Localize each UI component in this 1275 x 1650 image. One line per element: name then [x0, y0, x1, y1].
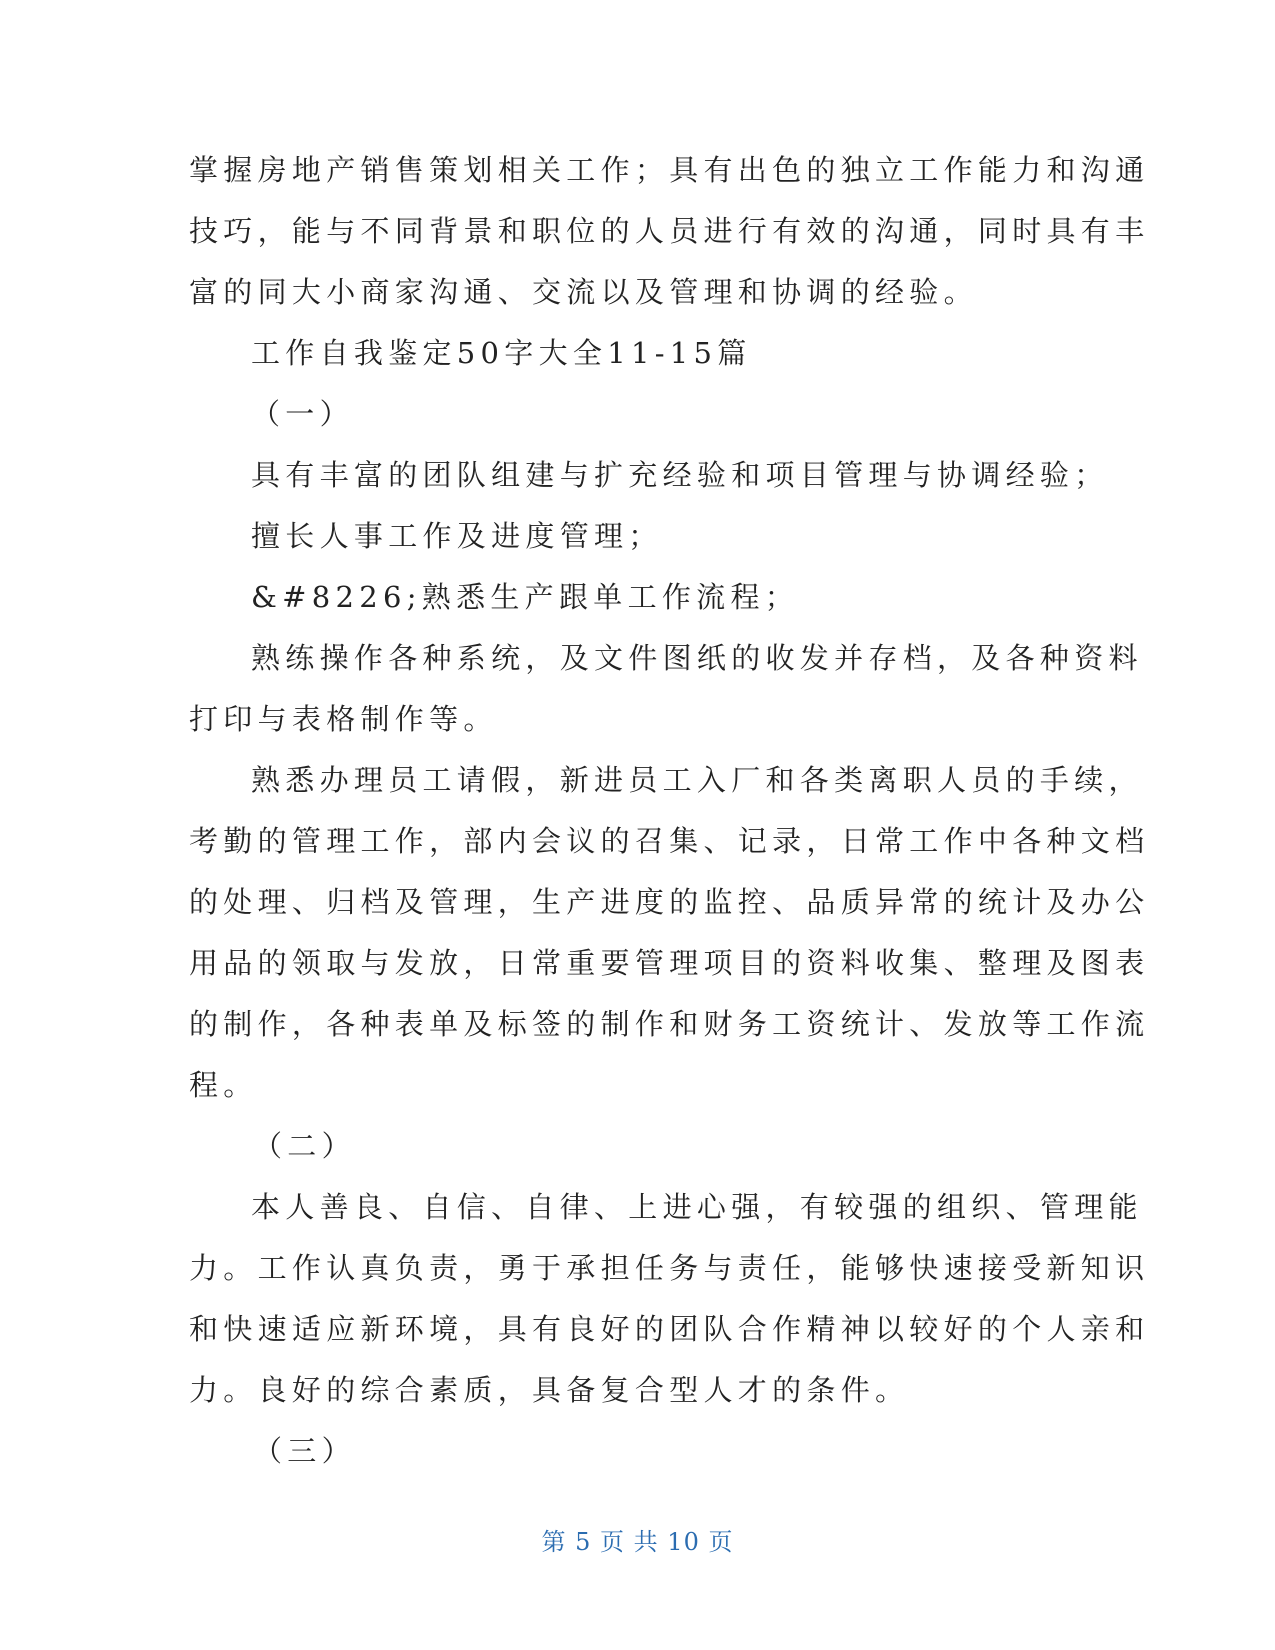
- section-heading: 工作自我鉴定50字大全11-15篇: [251, 336, 752, 370]
- paragraph-line: 具有丰富的团队组建与扩充经验和项目管理与协调经验；: [251, 458, 1109, 492]
- paragraph-line: 掌握房地产销售策划相关工作；具有出色的独立工作能力和沟通: [189, 153, 1150, 187]
- paragraph-line: &#8226;熟悉生产跟单工作流程；: [251, 580, 800, 614]
- paragraph-line: 擅长人事工作及进度管理；: [251, 519, 663, 553]
- document-body: [189, 140, 1150, 1482]
- paragraph-line: 的处理、归档及管理，生产进度的监控、品质异常的统计及办公: [189, 885, 1150, 919]
- paragraph-line: 程。: [189, 1068, 258, 1102]
- paragraph-line: 力。工作认真负责，勇于承担任务与责任，能够快速接受新知识: [189, 1251, 1150, 1285]
- paragraph-line: 熟悉办理员工请假，新进员工入厂和各类离职人员的手续，: [251, 763, 1143, 797]
- paragraph-line: 的制作，各种表单及标签的制作和财务工资统计、发放等工作流: [189, 1007, 1150, 1041]
- page-number-footer: 第 5 页 共 10 页: [541, 1528, 734, 1556]
- paragraph-line: 和快速适应新环境，具有良好的团队合作精神以较好的个人亲和: [189, 1312, 1150, 1346]
- paragraph-line: 用品的领取与发放，日常重要管理项目的资料收集、整理及图表: [189, 946, 1150, 980]
- paragraph-line: 打印与表格制作等。: [189, 702, 498, 736]
- paragraph-line: 考勤的管理工作，部内会议的召集、记录，日常工作中各种文档: [189, 824, 1150, 858]
- subsection-marker: （二）: [253, 1129, 356, 1163]
- paragraph-line: 富的同大小商家沟通、交流以及管理和协调的经验。: [189, 275, 978, 309]
- paragraph-line: 熟练操作各种系统，及文件图纸的收发并存档，及各种资料: [251, 641, 1143, 675]
- paragraph-line: 技巧，能与不同背景和职位的人员进行有效的沟通，同时具有丰: [189, 214, 1150, 248]
- subsection-marker: （三）: [253, 1434, 356, 1468]
- subsection-marker: （一）: [251, 397, 354, 431]
- paragraph-line: 力。良好的综合素质，具备复合型人才的条件。: [189, 1373, 910, 1407]
- paragraph-line: 本人善良、自信、自律、上进心强，有较强的组织、管理能: [251, 1190, 1143, 1224]
